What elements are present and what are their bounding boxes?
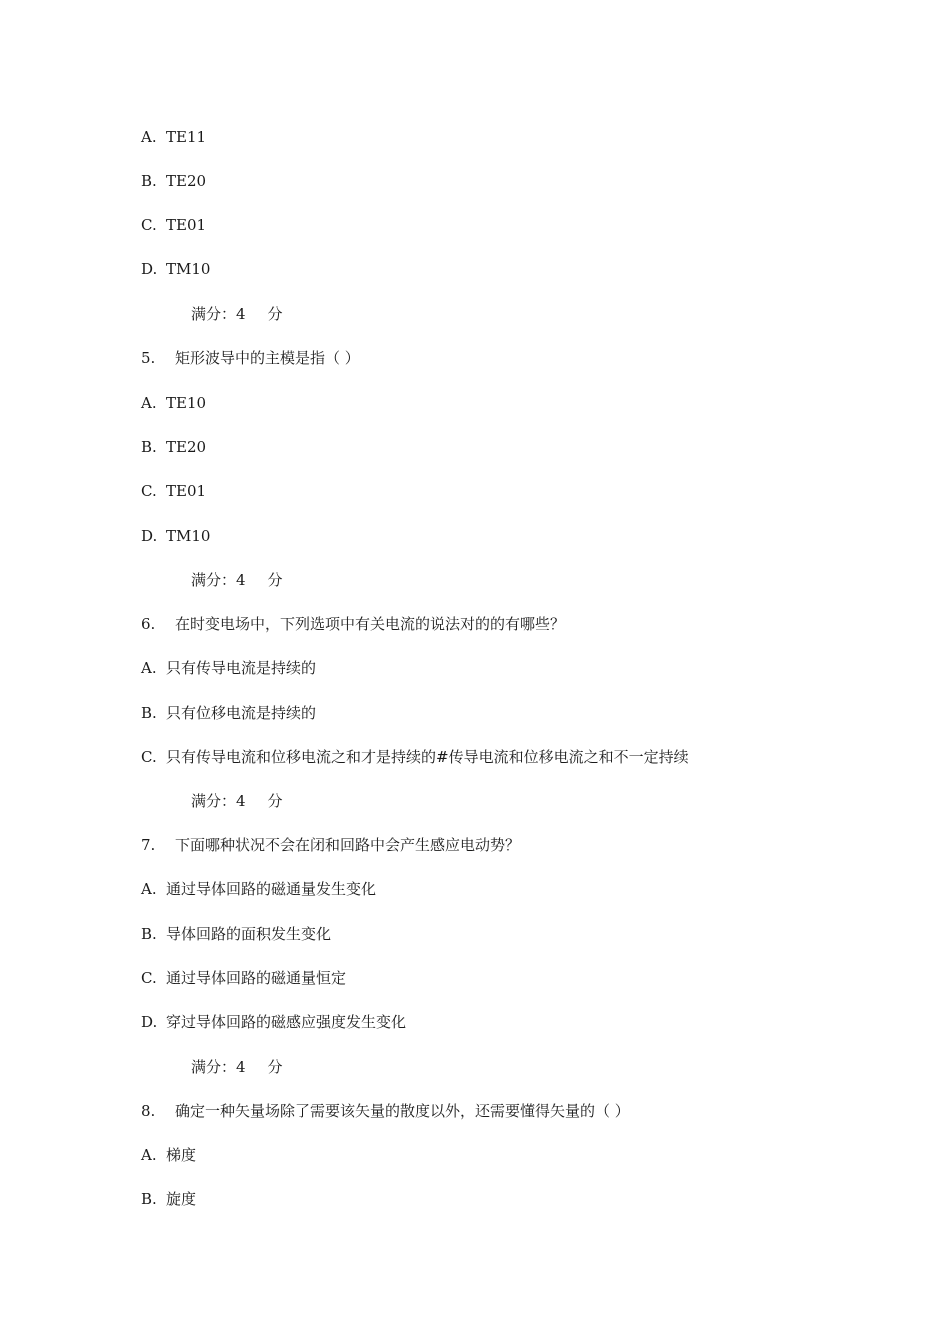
option-text: 导体回路的面积发生变化 xyxy=(166,925,332,943)
question-6 xyxy=(141,614,565,634)
option-text: 只有位移电流是持续的 xyxy=(166,704,317,722)
question-number: 5. xyxy=(141,349,156,367)
score-unit: 分 xyxy=(267,792,283,810)
score-line xyxy=(191,570,283,590)
question-number: 6. xyxy=(141,615,156,633)
option-c xyxy=(141,481,206,501)
option-d xyxy=(141,1012,406,1032)
option-text: TE20 xyxy=(166,438,207,456)
score-label: 满分：4 xyxy=(191,571,246,589)
option-text: TM10 xyxy=(166,527,211,545)
option-label: D. xyxy=(141,260,158,278)
option-label: A. xyxy=(141,659,157,677)
option-label: C. xyxy=(141,482,157,500)
option-label: B. xyxy=(141,925,157,943)
option-label: B. xyxy=(141,704,157,722)
option-text: TE01 xyxy=(166,482,207,500)
option-text: 穿过导体回路的磁感应强度发生变化 xyxy=(166,1013,407,1031)
score-unit: 分 xyxy=(267,1058,283,1076)
option-a xyxy=(141,658,316,678)
option-text: 只有传导电流和位移电流之和才是持续的#传导电流和位移电流之和不一定持续 xyxy=(166,748,689,766)
question-text: 下面哪种状况不会在闭和回路中会产生感应电动势？ xyxy=(175,836,521,854)
score-line xyxy=(191,1057,283,1077)
option-a xyxy=(141,879,376,899)
score-line xyxy=(191,304,283,324)
score-line xyxy=(191,791,283,811)
option-label: A. xyxy=(141,880,157,898)
option-b xyxy=(141,1189,196,1209)
option-b xyxy=(141,703,316,723)
option-label: B. xyxy=(141,172,157,190)
question-text: 在时变电场中，下列选项中有关电流的说法对的的有哪些？ xyxy=(175,615,566,633)
question-7 xyxy=(141,835,520,855)
question-5 xyxy=(141,348,360,368)
score-unit: 分 xyxy=(267,305,283,323)
score-label: 满分：4 xyxy=(191,792,246,810)
option-c xyxy=(141,215,206,235)
option-d xyxy=(141,526,210,546)
option-label: A. xyxy=(141,1146,157,1164)
option-b xyxy=(141,437,206,457)
option-text: 梯度 xyxy=(166,1146,197,1164)
option-b xyxy=(141,171,206,191)
option-label: D. xyxy=(141,1013,158,1031)
question-number: 8. xyxy=(141,1102,156,1120)
option-label: B. xyxy=(141,438,157,456)
option-b xyxy=(141,924,331,944)
question-8 xyxy=(141,1101,630,1121)
option-label: A. xyxy=(141,128,157,146)
option-text: TE01 xyxy=(166,216,207,234)
score-label: 满分：4 xyxy=(191,1058,246,1076)
option-a xyxy=(141,127,206,147)
question-text: 确定一种矢量场除了需要该矢量的散度以外，还需要懂得矢量的（ ） xyxy=(175,1102,630,1120)
option-text: TM10 xyxy=(166,260,211,278)
option-label: C. xyxy=(141,748,157,766)
question-number: 7. xyxy=(141,836,156,854)
option-label: C. xyxy=(141,969,157,987)
option-text: TE11 xyxy=(166,128,207,146)
option-a xyxy=(141,1145,196,1165)
option-text: TE20 xyxy=(166,172,207,190)
option-text: 旋度 xyxy=(166,1190,197,1208)
option-text: 通过导体回路的磁通量恒定 xyxy=(166,969,347,987)
option-text: TE10 xyxy=(166,394,207,412)
option-label: C. xyxy=(141,216,157,234)
option-text: 通过导体回路的磁通量发生变化 xyxy=(166,880,377,898)
option-text: 只有传导电流是持续的 xyxy=(166,659,317,677)
question-text: 矩形波导中的主模是指（ ） xyxy=(175,349,360,367)
option-c xyxy=(141,968,346,988)
option-label: A. xyxy=(141,394,157,412)
option-c xyxy=(141,747,689,767)
option-label: B. xyxy=(141,1190,157,1208)
option-d xyxy=(141,259,210,279)
score-unit: 分 xyxy=(267,571,283,589)
score-label: 满分：4 xyxy=(191,305,246,323)
option-label: D. xyxy=(141,527,158,545)
option-a xyxy=(141,393,206,413)
